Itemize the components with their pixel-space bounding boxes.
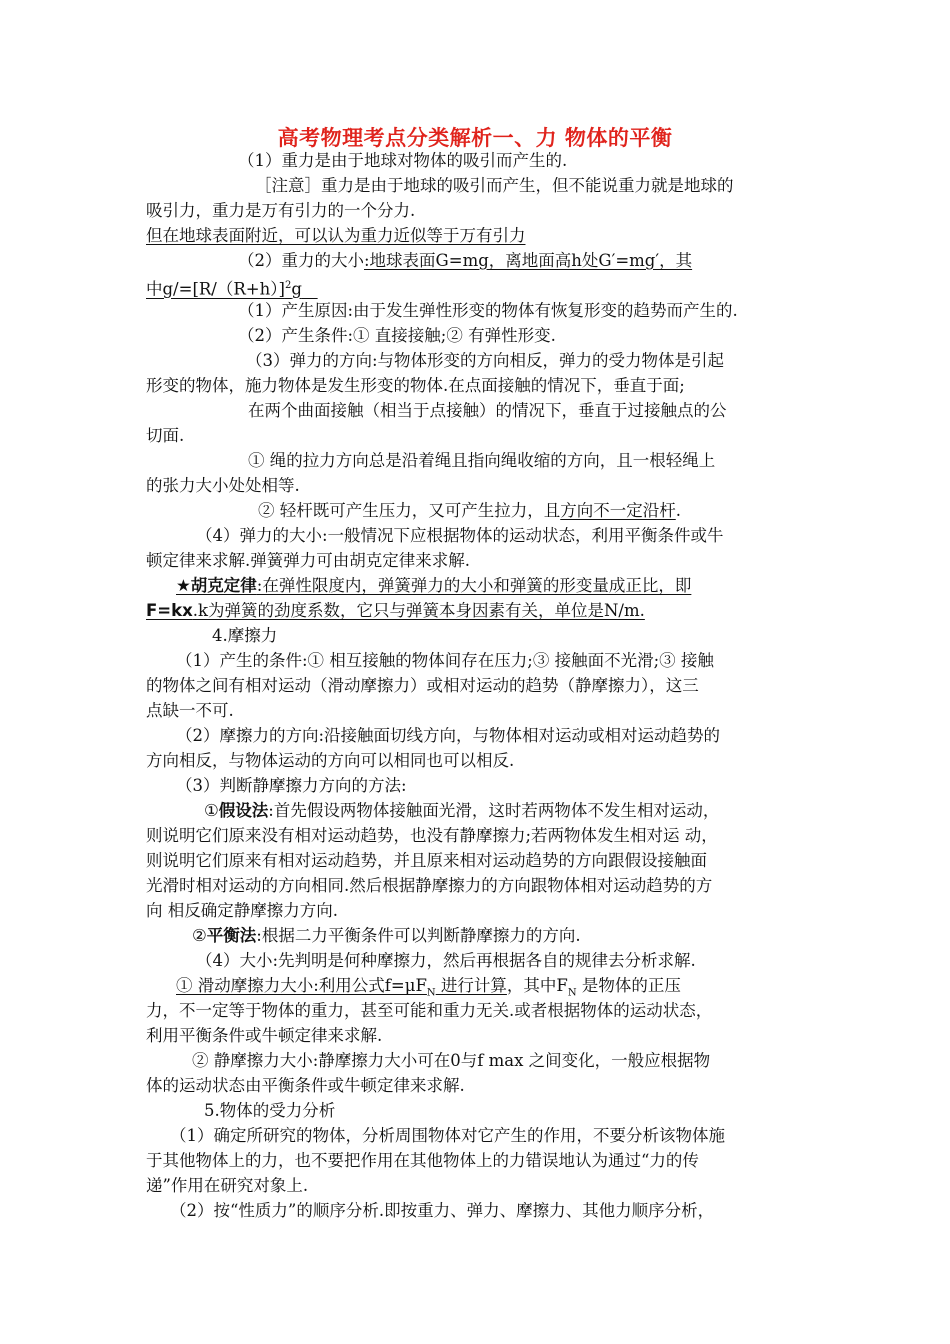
text-line: （2）摩擦力的方向:沿接触面切线方向，与物体相对运动或相对运动趋势的 (176, 726, 721, 745)
text-line: 的张力大小处处相等. (146, 476, 300, 495)
text-run: ★胡克定律 (176, 576, 257, 595)
text-line (258, 500, 681, 522)
text-line: 光滑时相对运动的方向相同.然后根据静摩擦力的方向跟物体相对运动趋势的方 (146, 876, 713, 895)
text-line: （3）弹力的方向:与物体形变的方向相反，弹力的受力物体是引起 (246, 351, 725, 370)
text-run: g (291, 279, 302, 299)
text-line: ② 静摩擦力大小:静摩擦力大小可在0与f max 之间变化，一般应根据物 (192, 1051, 711, 1070)
text-line: （4）大小:先判明是何种摩擦力，然后再根据各自的规律去分析求解. (196, 951, 696, 970)
text-line: （1）重力是由于地球对物体的吸引而产生的. (238, 151, 568, 170)
text-line: 但在地球表面附近，可以认为重力近似等于万有引力 (146, 226, 526, 245)
text-run: 平衡法 (206, 926, 257, 945)
text-line: （1）确定所研究的物体，分析周围物体对它产生的作用，不要分析该物体施 (170, 1126, 725, 1145)
text-line: 切面. (146, 426, 185, 445)
subscript: N (426, 987, 436, 999)
text-line: （1）产生原因:由于发生弹性形变的物体有恢复形变的趋势而产生的. (238, 301, 738, 320)
text-run: 进行计算 (435, 976, 507, 995)
text-run: 方向不一定沿杆 (560, 501, 676, 520)
text-run: （2）重力的大小 (238, 251, 364, 270)
text-line: （1）产生的条件:① 相互接触的物体间存在压力;③ 接触面不光滑;③ 接触 (176, 651, 714, 670)
text-line: （4）弹力的大小:一般情况下应根据物体的运动状态，利用平衡条件或牛 (196, 526, 724, 545)
text-line: 递”作用在研究对象上. (146, 1176, 309, 1195)
text-line: 利用平衡条件或牛顿定律来求解. (146, 1026, 383, 1045)
text-line (192, 925, 581, 947)
text-line: 则说明它们原来没有相对运动趋势，也没有静摩擦力;若两物体发生相对运 动， (146, 826, 718, 845)
text-run: :在弹性限度内，弹簧弹力的大小和弹簧的形变量成正比，即 (256, 576, 692, 595)
text-line: 的物体之间有相对运动（滑动摩擦力）或相对运动的趋势（静摩擦力），这三 (146, 676, 699, 695)
text-line (204, 800, 719, 822)
text-line: 则说明它们原来有相对运动趋势，并且原来相对运动趋势的方向跟假设接触面 (146, 851, 707, 870)
text-line: 点缺一不可. (146, 701, 234, 720)
text-run: F=kx (146, 601, 193, 620)
text-line: （2）产生条件:① 直接接触;② 有弹性形变. (238, 326, 556, 345)
text-line: 形变的物体，施力物体是发生形变的物体.在点面接触的情况下，垂直于面; (146, 376, 685, 395)
text-line: ［注意］重力是由于地球的吸引而产生，但不能说重力就是地球的 (255, 176, 734, 195)
text-run: ② 轻杆既可产生压力，又可产生拉力，且 (258, 501, 561, 520)
text-line: 于其他物体上的力，也不要把作用在其他物体上的力错误地认为通过“力的传 (146, 1151, 699, 1170)
text-run: ② (192, 926, 207, 945)
text-run: 假设法 (218, 801, 269, 820)
text-line (238, 250, 692, 272)
text-line (146, 600, 645, 622)
text-line (146, 275, 318, 301)
text-line: 方向相反，与物体运动的方向可以相同也可以相反. (146, 751, 515, 770)
text-line: 在两个曲面接触（相当于点接触）的情况下，垂直于过接触点的公 (248, 401, 727, 420)
section-heading: 5.物体的受力分析 (204, 1101, 336, 1120)
text-run: ① (204, 801, 219, 820)
text-line: 顿定律来求解.弹簧弹力可由胡克定律来求解. (146, 551, 470, 570)
text-run: ，其中F (506, 976, 568, 995)
text-run: 是物体的正压 (576, 976, 681, 995)
text-run: . (675, 501, 681, 520)
text-run: :根据二力平衡条件可以判断静摩擦力的方向. (256, 926, 581, 945)
text-run (176, 976, 507, 999)
subscript: N (567, 987, 577, 999)
text-run: .k为弹簧的劲度系数，它只与弹簧本身因素有关，单位是N/m. (192, 601, 645, 620)
text-line: ① 绳的拉力方向总是沿着绳且指向绳收缩的方向，且一根轻绳上 (248, 451, 716, 470)
text-line: 吸引力，重力是万有引力的一个分力. (146, 201, 416, 220)
page-title: 高考物理考点分类解析一、力 物体的平衡 (277, 126, 673, 150)
text-line: （3）判断静摩擦力方向的方法: (176, 776, 407, 795)
text-line: （2）按“性质力”的顺序分析.即按重力、弹力、摩擦力、其他力顺序分析， (170, 1201, 715, 1220)
text-run: 中g/=[R/（R+h）] (146, 279, 285, 299)
section-heading: 4.摩擦力 (212, 626, 278, 645)
text-run: :地球表面G=mg，离地面高h处G′=mg′，其 (364, 251, 693, 270)
text-run: ① 滑动摩擦力大小:利用公式f=μF (176, 976, 427, 995)
text-line: 体的运动状态由平衡条件或牛顿定律来求解. (146, 1076, 465, 1095)
superscript: 2 (284, 280, 292, 291)
text-run: :首先假设两物体接触面光滑，这时若两物体不发生相对运动， (268, 801, 720, 820)
text-line (176, 575, 691, 597)
text-line: 向 相反确定静摩擦力方向. (146, 901, 338, 920)
text-line: 力，不一定等于物体的重力，甚至可能和重力无关.或者根据物体的运动状态， (146, 1001, 713, 1020)
